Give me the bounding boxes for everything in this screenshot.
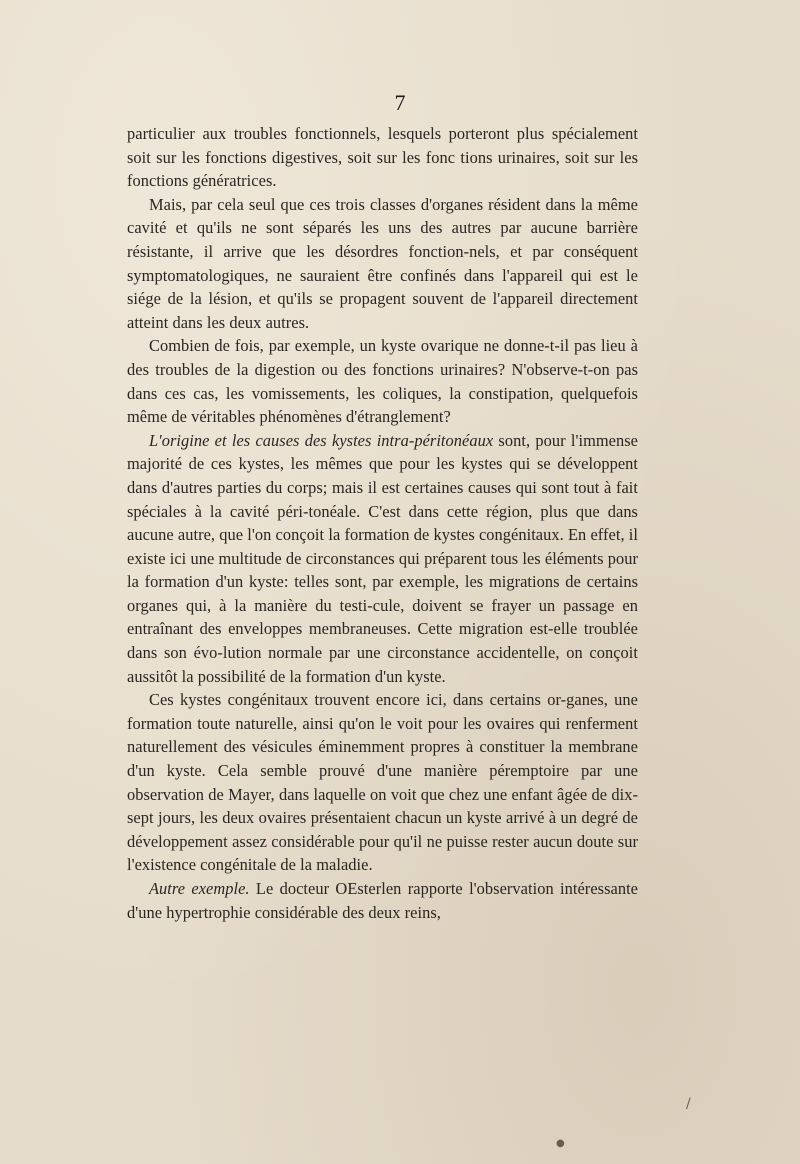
paragraph-5-text: Ces kystes congénitaux trouvent encore ici, dans certains or-ganes, une formation toute naturelle, ainsi qu'on le voit pour les ovaires qui renferment naturellement des vésicules éminemment propres à constituer la membrane d'un kyste. Cela semble prouvé d'une manière péremptoire par une observation de Mayer, dans laquelle on voit que chez une enfant âgée de dix-sept jours, les deux ovaires présentaient chacun un kyste arrivé à un degré de développement assez considérable pour qu'il ne puisse rester aucun doute sur l'existence congénitale de la maladie. bbox=[127, 690, 638, 875]
ink-dot-icon: ● bbox=[556, 1138, 565, 1149]
paragraph-4-italic: L'origine et les causes des kystes intra-péritonéaux bbox=[149, 430, 494, 450]
paragraph-1 bbox=[127, 122, 638, 193]
page-number: 7 bbox=[394, 90, 406, 115]
paragraph-3 bbox=[127, 334, 638, 428]
paragraph-4 bbox=[127, 429, 638, 689]
paragraph-6-italic: Autre exemple. bbox=[149, 879, 250, 898]
paragraph-1-text: particulier aux troubles fonctionnels, lesquels porteront plus spécialement soit sur les fonctions digestives, soit sur les fonc tions urinaires, soit sur les fonctions génératrices. bbox=[127, 124, 638, 191]
paragraph-2-text: Mais, par cela seul que ces trois classes d'organes résident dans la même cavité et qu'ils ne sont séparés les uns des autres par aucune barrière résistante, il arrive que les désordres fonction-nels, et par conséquent symptomatologiques, ne sauraient être confinés dans l'appareil qui est le siége de la lésion, et qu'ils se propagent souvent de l'appareil directement atteint dans les deux autres. bbox=[127, 194, 638, 332]
body-text bbox=[127, 122, 638, 924]
paragraph-6-text: Le docteur OEsterlen rapporte l'observation intéressante d'une hypertrophie considérable des deux reins, bbox=[127, 879, 638, 922]
paragraph-4-text: sont, pour l'immense majorité de ces kystes, les mêmes que pour les kystes qui se développent dans d'autres parties du corps; mais il est certaines causes qui sont tout à fait spéciales à la cavité péri-tonéale. C'est dans cette région, plus que dans aucune autre, que l'on conçoit la formation de kystes congénitaux. En effet, il existe ici une multitude de circonstances qui préparent tous les éléments pour la formation d'un kyste: telles sont, par exemple, les migrations de certains organes qui, à la manière du testi-cule, doivent se frayer un passage en entraînant des enveloppes membraneuses. Cette migration est-elle troublée dans son évo-lution normale par une circonstance accidentelle, on conçoit aussitôt la possibilité de la formation d'un kyste. bbox=[127, 430, 638, 686]
paragraph-3-text: Combien de fois, par exemple, un kyste ovarique ne donne-t-il pas lieu à des troubles de la digestion ou des fonctions urinaires? N'observe-t-on pas dans ces cas, les vomissements, les coliques, la constipation, quelquefois même de véritables phénomènes d'étranglement? bbox=[127, 336, 638, 427]
paragraph-5 bbox=[127, 688, 638, 877]
pencil-mark-icon: / bbox=[686, 1096, 691, 1112]
paragraph-6 bbox=[127, 877, 638, 924]
paragraph-2 bbox=[127, 193, 638, 335]
